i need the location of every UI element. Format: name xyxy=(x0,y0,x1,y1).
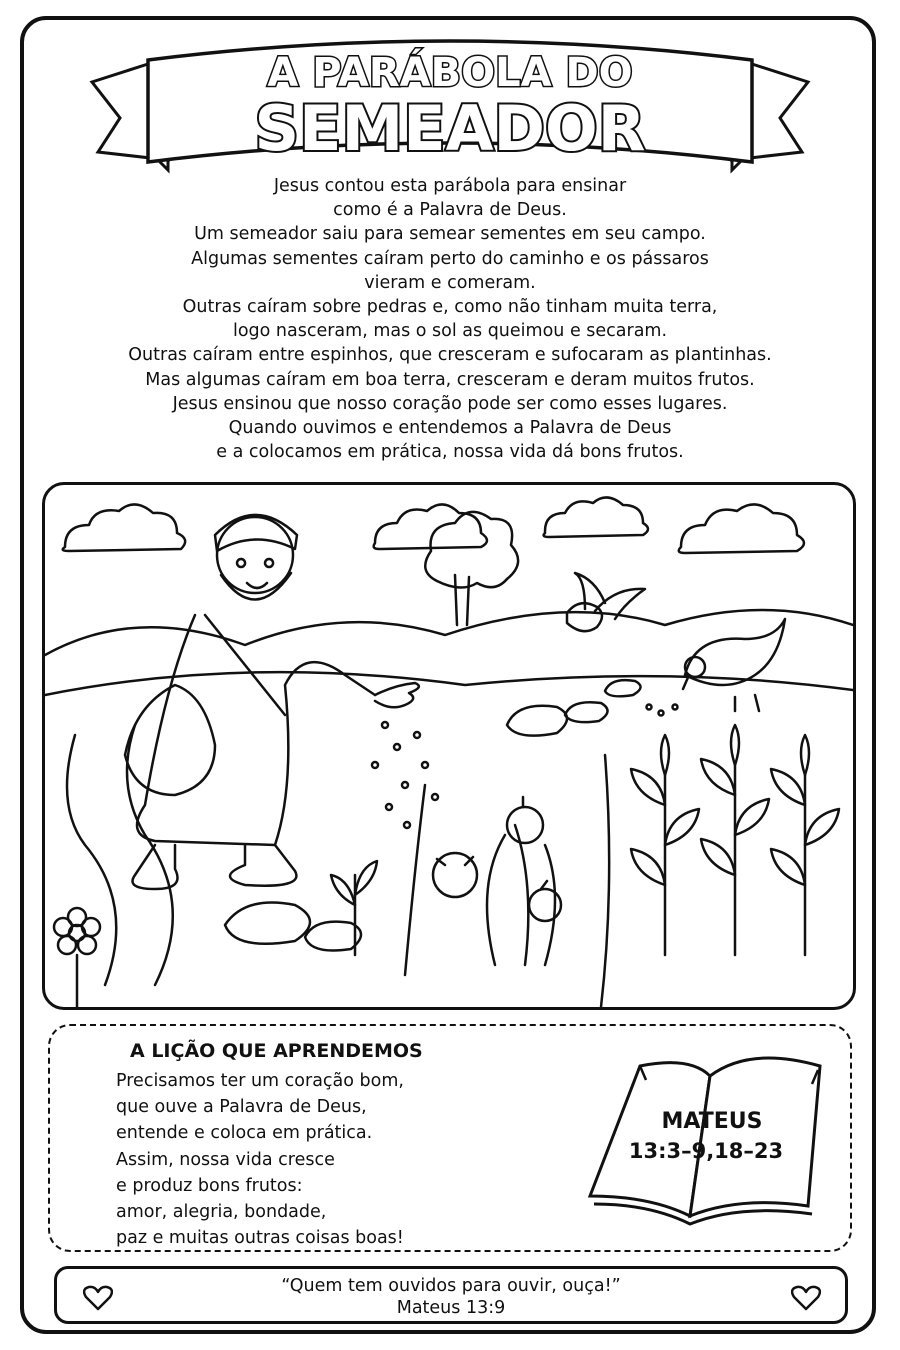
plant-icon xyxy=(331,861,377,955)
lesson-title: A LIÇÃO QUE APRENDEMOS xyxy=(130,1040,423,1062)
cloud-icon xyxy=(63,497,804,553)
lesson-line: amor, alegria, bondade, xyxy=(116,1202,327,1223)
tree-icon xyxy=(425,512,518,625)
book-line1: MATEUS xyxy=(661,1109,763,1134)
intro-text xyxy=(60,174,840,464)
lesson-line: entende e coloca em prática. xyxy=(116,1123,373,1144)
bird-icon xyxy=(683,619,785,711)
lesson-line: Assim, nossa vida cresce xyxy=(116,1149,335,1170)
bird-icon xyxy=(567,573,645,631)
heart-icon xyxy=(791,1285,821,1311)
quote-text xyxy=(57,1275,845,1319)
intro-line: Mas algumas caíram em boa terra, cresceram e deram muitos frutos. xyxy=(145,369,755,390)
quote-box xyxy=(54,1266,848,1324)
intro-line: logo nasceram, mas o sol as queimou e secaram. xyxy=(232,321,668,342)
lesson-line: Precisamos ter um coração bom, xyxy=(116,1071,404,1091)
lesson-text xyxy=(116,1068,404,1251)
thorns-icon xyxy=(433,797,561,965)
intro-line: Outras caíram sobre pedras e, como não tinham muita terra, xyxy=(182,297,718,318)
flower-icon xyxy=(54,908,100,1007)
intro-line: Outras caíram entre espinhos, que cresceram e sufocaram as plantinhas. xyxy=(128,345,772,366)
intro-line: Jesus contou esta parábola para ensinar xyxy=(273,176,627,196)
intro-line: como é a Palavra de Deus. xyxy=(333,200,567,221)
lesson-line: paz e muitas outras coisas boas! xyxy=(116,1228,404,1249)
title-line2: SEMEADOR xyxy=(254,92,646,165)
sower-figure xyxy=(125,515,419,889)
quote-reference: Mateus 13:9 xyxy=(396,1298,506,1318)
lesson-line: e produz bons frutos: xyxy=(116,1175,303,1196)
open-bible-icon xyxy=(580,1036,830,1236)
sower-illustration xyxy=(42,482,856,1010)
intro-line: Quando ouvimos e entendemos a Palavra de Deus xyxy=(228,418,672,439)
book-line2: 13:3–9,18–23 xyxy=(628,1139,784,1163)
title-line1: A PARÁBOLA DO xyxy=(267,50,633,96)
intro-line: e a colocamos em prática, nossa vida dá bons frutos. xyxy=(216,442,684,463)
lesson-line: que ouve a Palavra de Deus, xyxy=(116,1097,367,1118)
intro-line: vieram e comeram. xyxy=(364,272,536,293)
lesson-box xyxy=(48,1024,852,1252)
plant-icon xyxy=(631,725,839,955)
intro-line: Algumas sementes caíram perto do caminho e os pássaros xyxy=(191,248,709,269)
intro-line: Um semeador saiu para semear sementes em seu campo. xyxy=(194,224,706,245)
intro-line: Jesus ensinou que nosso coração pode ser como esses lugares. xyxy=(172,393,728,414)
quote-line: “Quem tem ouvidos para ouvir, ouça!” xyxy=(281,1276,621,1296)
